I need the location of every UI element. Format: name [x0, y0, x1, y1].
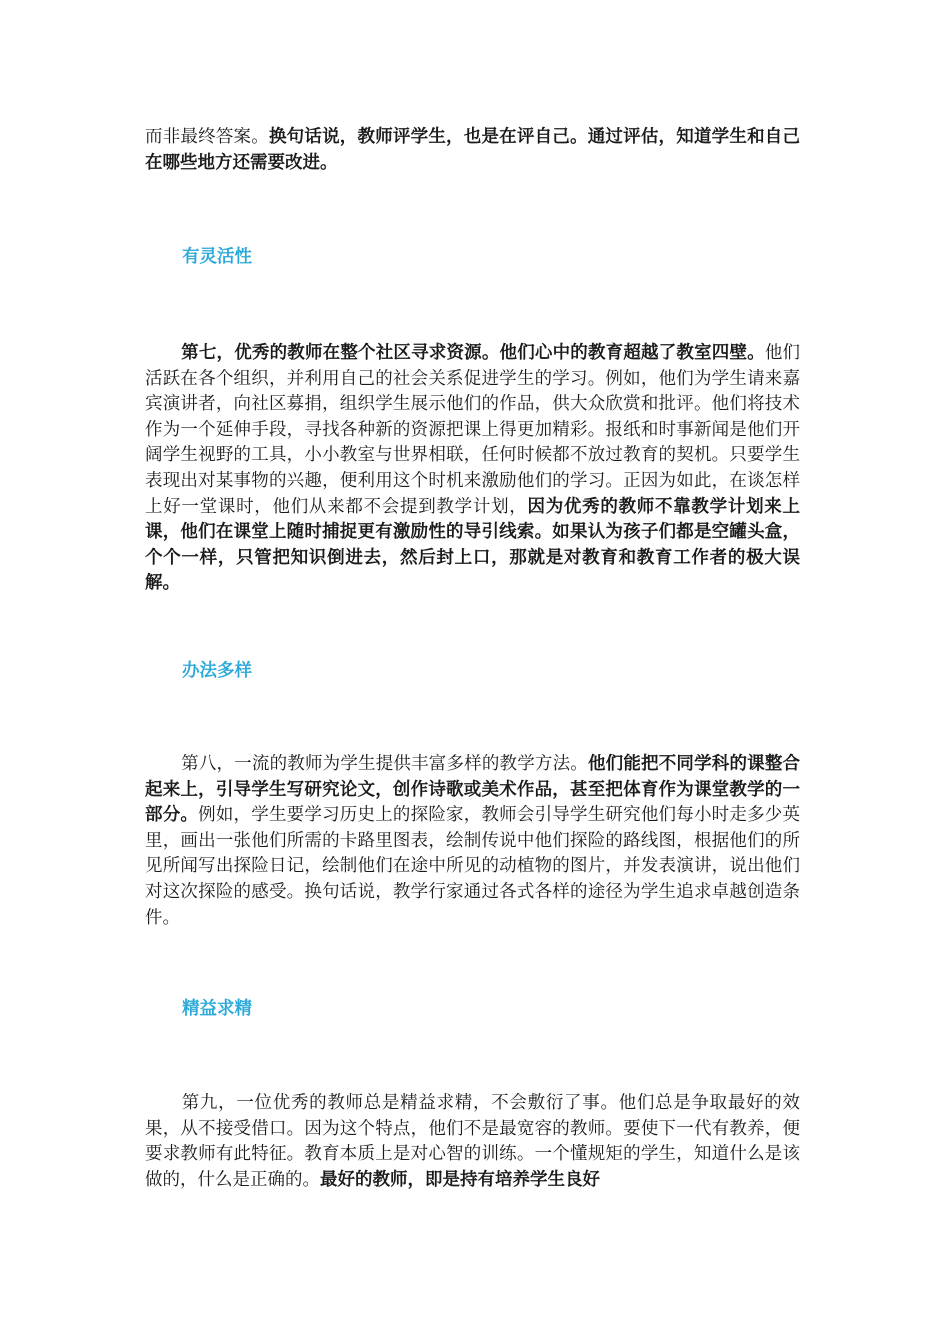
text-run: 第八，一流的教师为学生提供丰富多样的教学方法。	[181, 754, 588, 774]
text-run: 例如，学生要学习历史上的探险家，教师会引导学生研究他们每小时走多少英里，画出一张他们所需的卡路里图表，绘制传说中他们探险的路线图，根据他们的所见所闻写出探险日记，绘制他们在途中所见的动植物的图片，并发表演讲，说出他们对这次探险的感受。换句话说，教学行家通过各式各样的途径为学生追求卓越创造条件。	[145, 805, 800, 928]
bold-text-run: 因为优秀的教师不靠教学计划来上课，他们在课堂上随时捕捉更有激励性的导引线索。如果认为孩子们都是空罐头盒，个个一样，只管把知识倒进去，然后封上口，那就是对教育和教育工作者的极大误解。	[145, 496, 800, 594]
bold-text-run: 第七，优秀的教师在整个社区寻求资源。他们心中的教育超越了教室四壁。	[181, 343, 765, 363]
bold-text-run: 他们能把不同学科的课整合起来上，引导学生写研究论文，创作诗歌或美术作品，甚至把体育作为课堂教学的一部分。	[145, 754, 801, 826]
paragraph-eighth	[145, 752, 800, 931]
paragraph-seventh	[145, 341, 800, 597]
section-heading-flexibility: 有灵活性	[182, 247, 252, 267]
bold-text-run: 最好的教师，即是持有培养学生良好	[320, 1169, 600, 1190]
bold-text-run: 换句话说，教师评学生，也是在评自己。通过评估，知道学生和自己在哪些地方还需要改进。	[145, 127, 801, 173]
text-run: 他们活跃在各个组织，并利用自己的社会关系促进学生的学习。例如，他们为学生请来嘉宾演讲者，向社区募捐，组织学生展示他们的作品，供大众欣赏和批评。他们将技术作为一个延伸手段，寻找各种新的资源把课上得更加精彩。报纸和时事新闻是他们开阔学生视野的工具，小小教室与世界相联，任何时候都不放过教育的契机。只要学生表现出对某事物的兴趣，便利用这个时机来激励他们的学习。正因为如此，在谈怎样上好一堂课时，他们从来都不会提到教学计划，	[145, 343, 800, 517]
text-run: 第九，一位优秀的教师总是精益求精，不会敷衍了事。他们总是争取最好的效果，从不接受借口。因为这个特点，他们不是最宽容的教师。要使下一代有教养，便要求教师有此特征。教育本质上是对心智的训练。一个懂规矩的学生，知道什么是该做的，什么是正确的。	[145, 1093, 800, 1190]
paragraph-assessment-end	[145, 125, 800, 176]
section-heading-excellence: 精益求精	[182, 999, 252, 1019]
section-heading-varied-methods: 办法多样	[182, 661, 252, 681]
text-run: 而非最终答案。	[145, 127, 269, 147]
paragraph-ninth	[145, 1091, 800, 1193]
